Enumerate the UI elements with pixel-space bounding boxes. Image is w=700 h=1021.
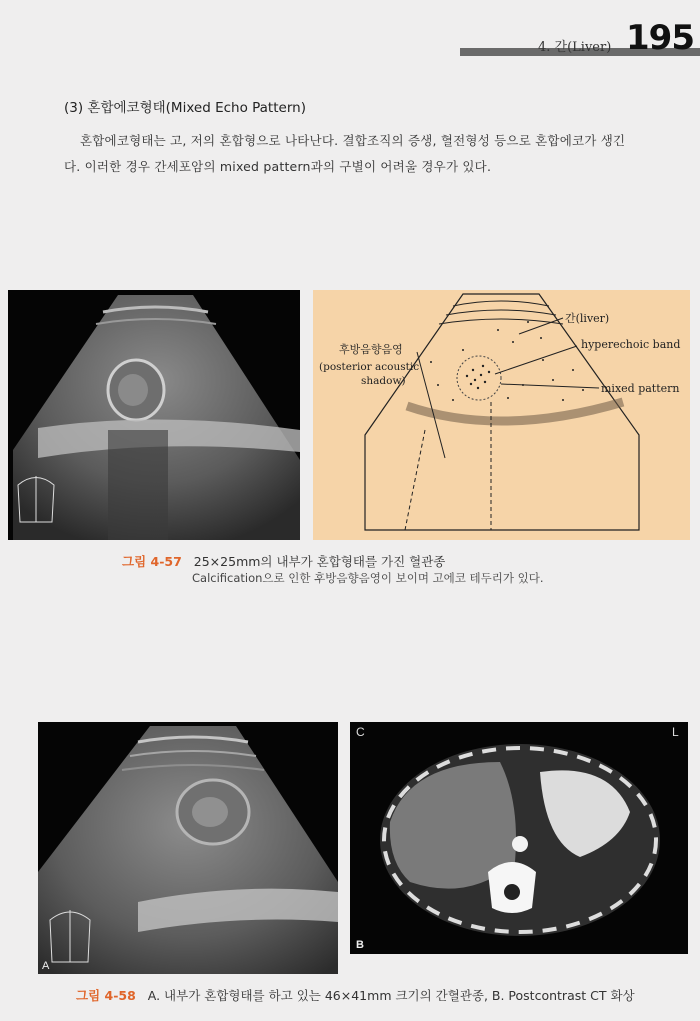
schematic-diagram-4-57 (313, 290, 690, 540)
ct-corner-l: L (672, 725, 679, 739)
label-liver: 간(liver) (565, 312, 610, 325)
label-shadow-en-2: shadow) (361, 375, 406, 387)
caption-label-4-57: 그림 4-57 (122, 554, 182, 569)
body-paragraph (64, 128, 690, 180)
label-shadow-ko: 후방음향음영 (339, 343, 403, 356)
caption-4-57 (122, 552, 445, 570)
diagram-drawing (313, 290, 690, 540)
label-hyperechoic-band: hyperechoic band (581, 338, 681, 351)
panel-letter-b: B (356, 939, 364, 951)
section-title: (3) 혼합에코형태(Mixed Echo Pattern) (64, 100, 306, 116)
ultrasound-scan (8, 290, 300, 540)
caption-detail-4-57: Calcification으로 인한 후방음향음영이 보이며 고에코 테두리가 있다. (192, 571, 544, 585)
paragraph-line-2: 다. 이러한 경우 간세포암의 mixed pattern과의 구별이 어려울 경우가 있다. (64, 159, 492, 174)
chapter-title: 4. 간(Liver) (538, 40, 612, 55)
caption-title-4-57: 25×25mm의 내부가 혼합형태를 가진 혈관종 (193, 554, 446, 569)
ct-image-4-58b (350, 722, 688, 954)
panel-letter-a: A (42, 960, 50, 972)
ct-scan (350, 722, 688, 954)
ultrasound-scan-a (38, 722, 338, 974)
paragraph-line-1: 혼합에코형태는 고, 저의 혼합형으로 나타난다. 결합조직의 증생, 혈전형성 등으로 혼합에코가 생긴 (80, 133, 626, 148)
label-mixed-pattern: mixed pattern (601, 382, 680, 395)
ultrasound-image-4-58a (38, 722, 338, 974)
ultrasound-image-4-57 (8, 290, 300, 540)
caption-label-4-58: 그림 4-58 (76, 988, 136, 1003)
page-number: 195 (626, 18, 694, 58)
label-shadow-en-1: (posterior acoustic (319, 361, 420, 373)
caption-text-4-58: A. 내부가 혼합형태를 하고 있는 46×41mm 크기의 간혈관종, B. Postcontrast CT 화상 (147, 988, 635, 1003)
caption-4-58 (76, 986, 635, 1004)
ct-corner-c: C (356, 725, 365, 739)
